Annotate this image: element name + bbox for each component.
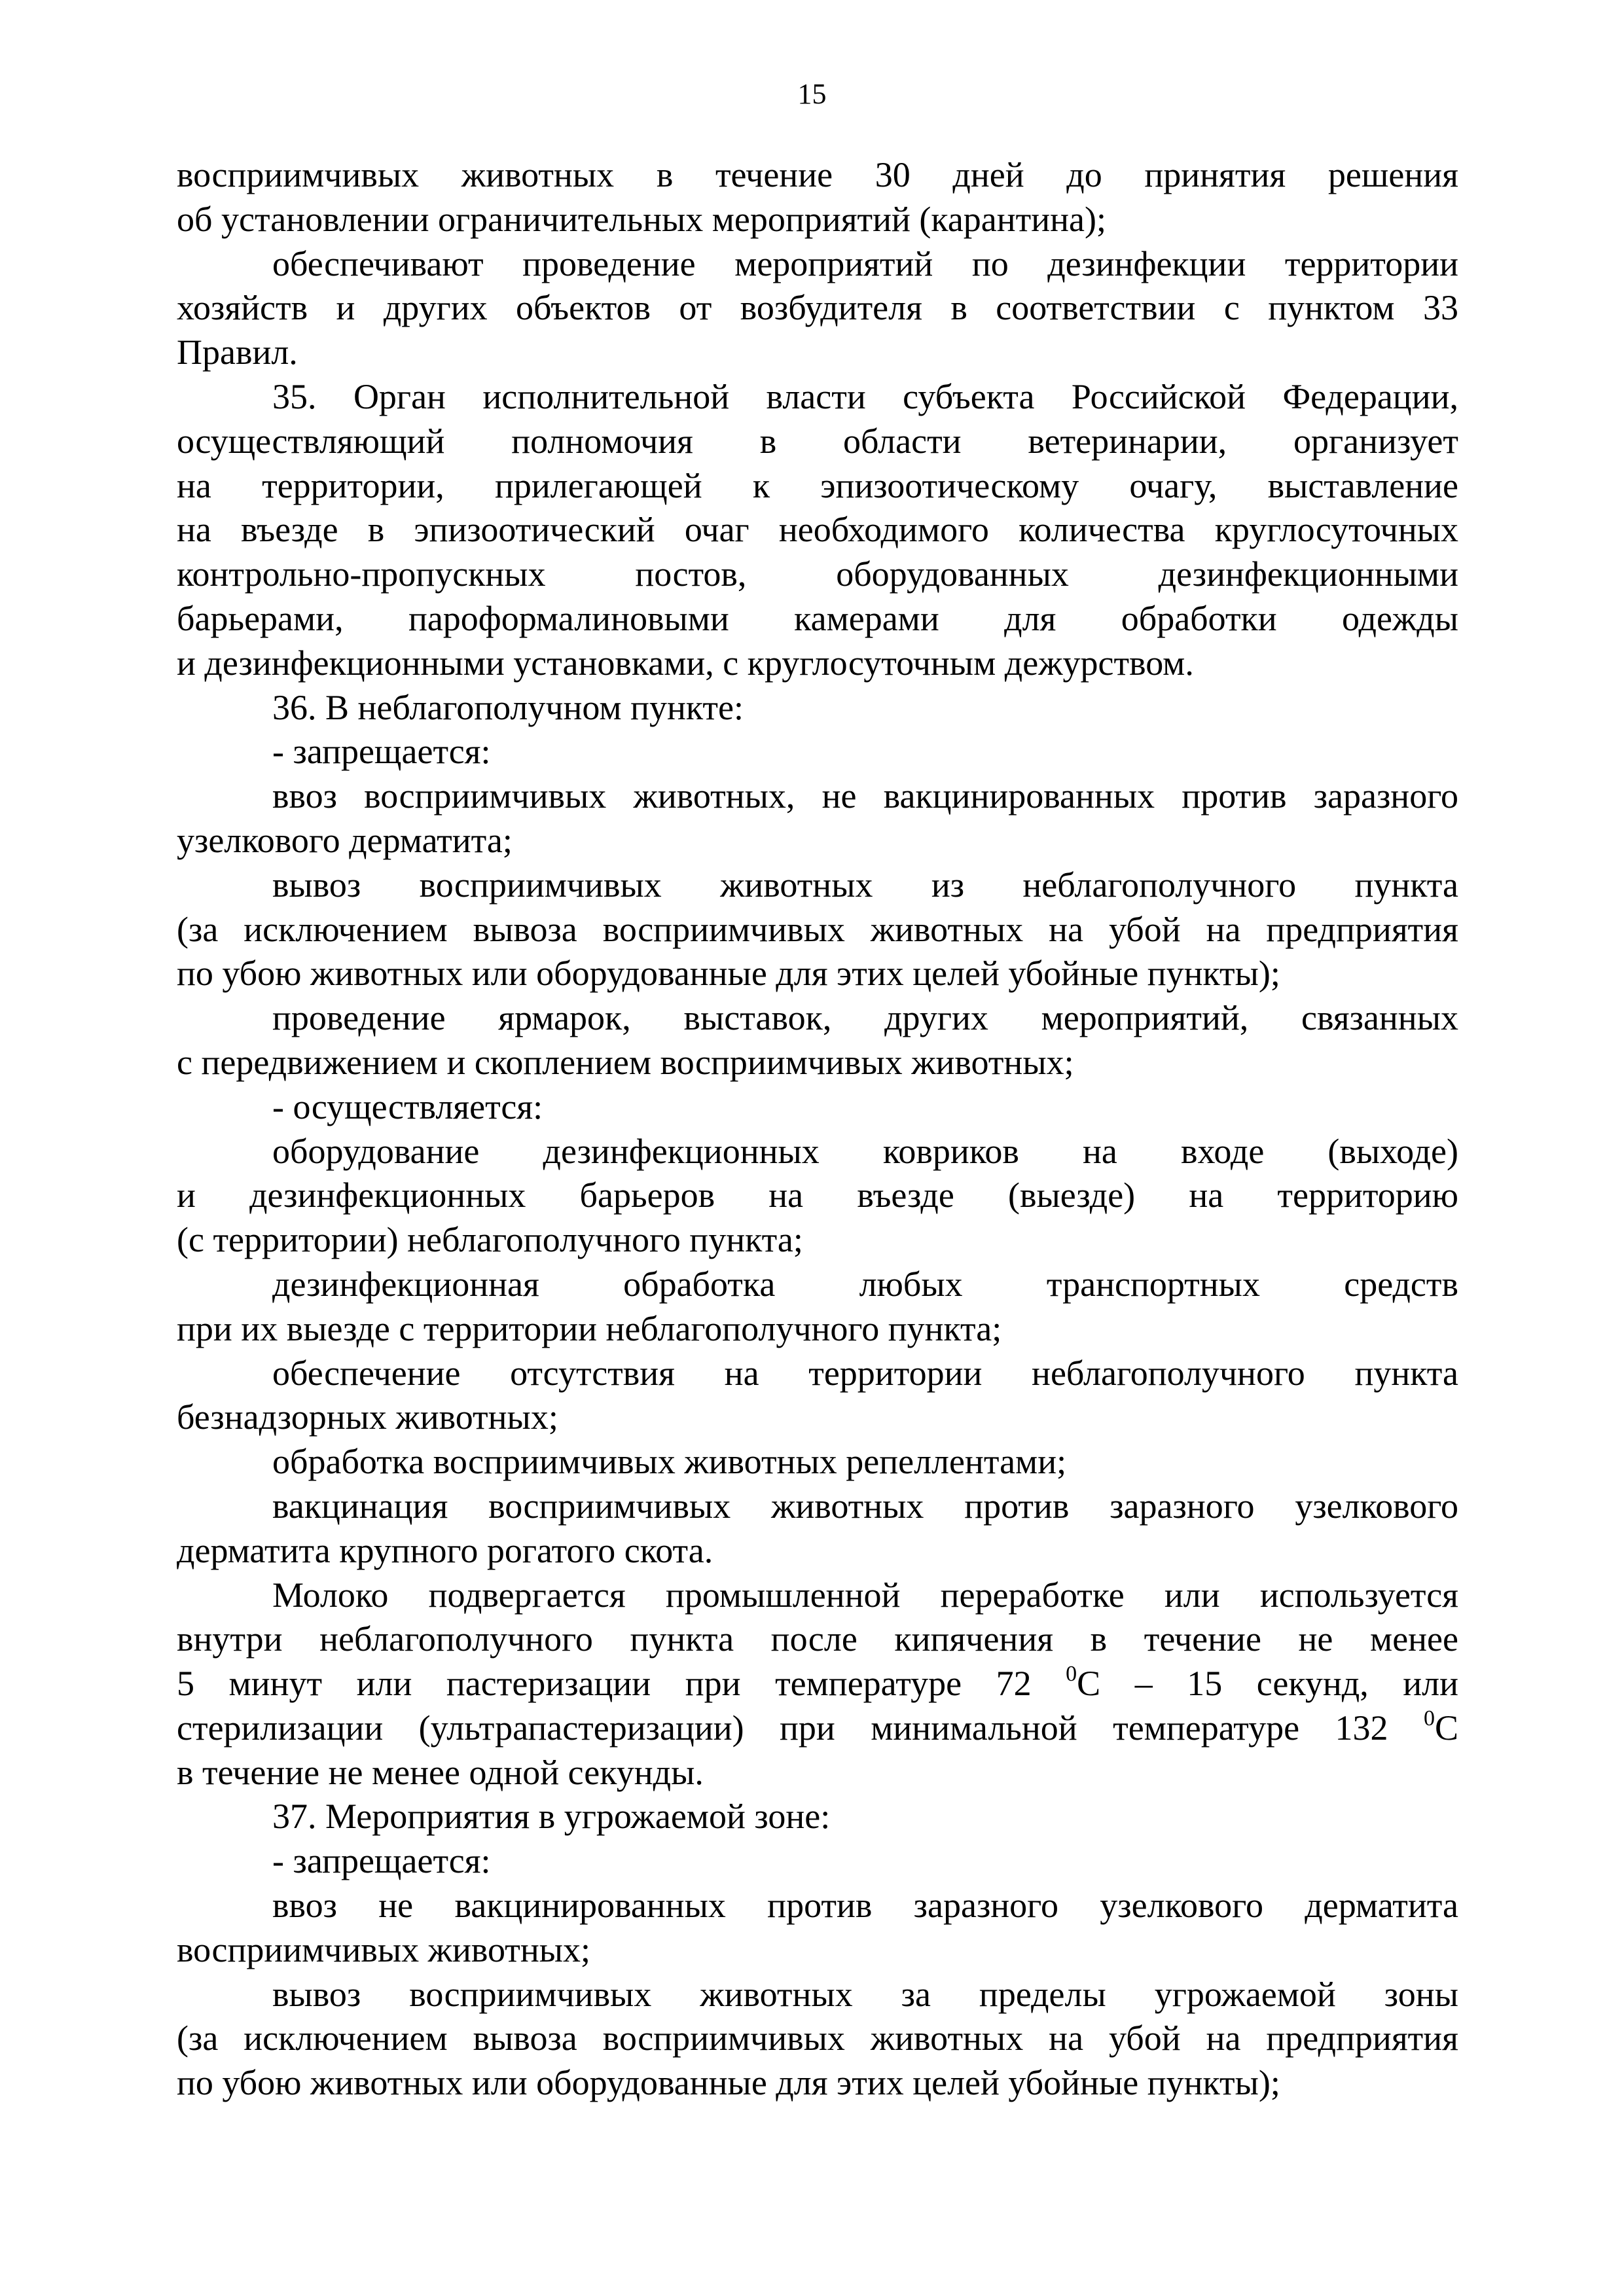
text-line [177,1174,1458,1218]
line-text: по убою животных или оборудованные для этих целей убойные пункты); [177,954,1280,994]
text-line [177,2061,1458,2106]
line-text: - запрещается: [272,1841,491,1881]
line-text: на территории, прилегающей к эпизоотическому очагу, выставление [177,465,1458,505]
line-text: безнадзорных животных; [177,1397,558,1437]
text-line [177,641,1458,686]
text-line [177,198,1458,242]
text-line [177,819,1458,863]
line-text: обеспечивают проведение мероприятий по дезинфекции территории [272,243,1458,283]
degree-superscript: 0 [1423,1706,1435,1731]
line-text: (за исключением вывоза восприимчивых животных на убой на предприятия [177,909,1458,949]
text-line [177,1263,1458,1307]
line-text: проведение ярмарок, выставок, других мероприятий, связанных [272,998,1458,1038]
text-line [177,552,1458,597]
line-text: дезинфекционная обработка любых транспортных средств [272,1264,1458,1304]
line-text: об установлении ограничительных мероприятий (карантина); [177,199,1107,239]
line-text: контрольно-пропускных постов, оборудованных дезинфекционными [177,554,1458,594]
line-text: обеспечение отсутствия на территории неблагополучного пункта [272,1353,1458,1393]
text-line [177,1839,1458,1884]
line-text: 37. Мероприятия в угрожаемой зоне: [272,1797,831,1837]
text-line [177,1218,1458,1263]
text-line [177,1041,1458,1085]
text-line [177,730,1458,774]
line-text: 5 минут или пастеризации при температуре 72 [177,1664,1066,1704]
text-line [177,508,1458,552]
text-line [177,1307,1458,1352]
degree-superscript: 0 [1066,1662,1077,1687]
text-line [177,375,1458,420]
text-line [177,774,1458,819]
line-text: (за исключением вывоза восприимчивых животных на убой на предприятия [177,2018,1458,2058]
text-line [177,1928,1458,1973]
line-text: осуществляющий полномочия в области ветеринарии, организует [177,421,1458,461]
text-line [177,1085,1458,1130]
line-text: - осуществляется: [272,1086,543,1126]
line-text: 36. В неблагополучном пункте: [272,687,744,727]
line-text: барьерами, пароформалиновыми камерами для обработки одежды [177,598,1458,638]
line-text: Правил. [177,332,298,372]
line-text-tail: С [1434,1708,1458,1748]
line-text-tail: С – 15 секунд, или [1077,1664,1459,1704]
text-line [177,1662,1458,1706]
line-text: 35. Орган исполнительной власти субъекта Российской Федерации, [272,376,1458,416]
text-line [177,1884,1458,1928]
text-line [177,1751,1458,1795]
text-line [177,153,1458,198]
text-line [177,863,1458,908]
line-text: восприимчивых животных; [177,1929,591,1969]
text-line [177,286,1458,331]
line-text: обработка восприимчивых животных репеллентами; [272,1442,1067,1482]
line-text: и дезинфекционными установками, с круглосуточным дежурством. [177,643,1194,683]
text-line [177,1573,1458,1618]
line-text: узелкового дерматита; [177,820,513,860]
line-text: вакцинация восприимчивых животных против заразного узелкового [272,1486,1458,1526]
line-text: - запрещается: [272,732,491,772]
line-text: ввоз не вакцинированных против заразного узелкового дерматита [272,1886,1458,1926]
text-line [177,1795,1458,1839]
line-text: по убою животных или оборудованные для этих целей убойные пункты); [177,2063,1280,2103]
line-text: с передвижением и скоплением восприимчивых животных; [177,1042,1074,1082]
text-line [177,908,1458,952]
text-line [177,464,1458,509]
line-text: Молоко подвергается промышленной переработке или используется [272,1575,1458,1615]
page-number: 15 [797,78,827,110]
text-line [177,242,1458,287]
text-line [177,1440,1458,1484]
text-line [177,1352,1458,1396]
text-line [177,420,1458,464]
document-body [177,153,1458,2106]
text-line [177,1395,1458,1440]
text-line [177,1617,1458,1662]
text-line [177,1973,1458,2017]
line-text: ввоз восприимчивых животных, не вакцинированных против заразного [272,776,1458,816]
line-text: и дезинфекционных барьеров на въезде (выезде) на территорию [177,1175,1458,1215]
text-line [177,597,1458,641]
line-text: оборудование дезинфекционных ковриков на входе (выходе) [272,1131,1458,1171]
text-line [177,952,1458,996]
text-line [177,1130,1458,1174]
text-line [177,1484,1458,1529]
text-line [177,1529,1458,1573]
line-text: на въезде в эпизоотический очаг необходимого количества круглосуточных [177,510,1458,550]
text-line [177,686,1458,730]
text-line [177,996,1458,1041]
line-text: внутри неблагополучного пункта после кипячения в течение не менее [177,1619,1458,1659]
line-text: вывоз восприимчивых животных из неблагополучного пункта [272,865,1458,905]
text-line [177,331,1458,375]
line-text: хозяйств и других объектов от возбудителя в соответствии с пунктом 33 [177,288,1458,328]
line-text: вывоз восприимчивых животных за пределы угрожаемой зоны [272,1974,1458,2014]
text-line [177,1706,1458,1751]
line-text: дерматита крупного рогатого скота. [177,1530,713,1570]
line-text: в течение не менее одной секунды. [177,1752,704,1792]
line-text: восприимчивых животных в течение 30 дней до принятия решения [177,155,1458,194]
line-text: (с территории) неблагополучного пункта; [177,1220,803,1260]
line-text: стерилизации (ультрапастеризации) при минимальной температуре 132 [177,1708,1424,1748]
text-line [177,2017,1458,2061]
line-text: при их выезде с территории неблагополучного пункта; [177,1308,1002,1348]
